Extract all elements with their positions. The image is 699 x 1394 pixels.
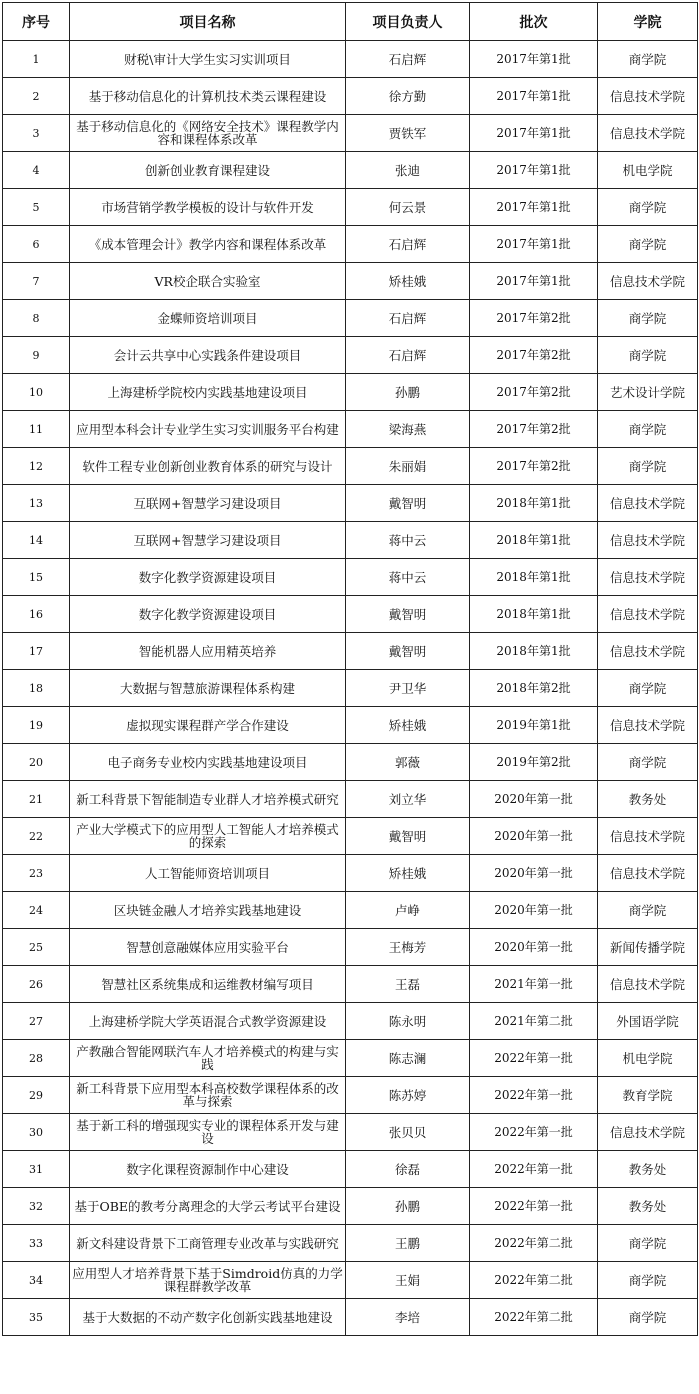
cell-college: 教务处 — [598, 1188, 698, 1225]
cell-project-name: 智慧创意融媒体应用实验平台 — [70, 929, 346, 966]
header-batch: 批次 — [470, 3, 598, 41]
cell-index: 20 — [3, 744, 70, 781]
cell-index: 21 — [3, 781, 70, 818]
cell-college: 商学院 — [598, 744, 698, 781]
cell-project-name: 会计云共享中心实践条件建设项目 — [70, 337, 346, 374]
cell-index: 27 — [3, 1003, 70, 1040]
cell-project-name: 互联网+智慧学习建设项目 — [70, 522, 346, 559]
cell-leader: 蒋中云 — [346, 522, 470, 559]
cell-leader: 石启辉 — [346, 337, 470, 374]
cell-college: 教务处 — [598, 1151, 698, 1188]
cell-project-name: 金蝶师资培训项目 — [70, 300, 346, 337]
cell-leader: 矫桂娥 — [346, 707, 470, 744]
cell-index: 25 — [3, 929, 70, 966]
cell-project-name: 智慧社区系统集成和运维教材编写项目 — [70, 966, 346, 1003]
cell-index: 15 — [3, 559, 70, 596]
cell-leader: 王鹏 — [346, 1225, 470, 1262]
cell-index: 30 — [3, 1114, 70, 1151]
table-body — [3, 41, 698, 1336]
table-row — [3, 1003, 698, 1040]
cell-project-name: 数字化教学资源建设项目 — [70, 559, 346, 596]
cell-batch: 2017年第1批 — [470, 115, 598, 152]
cell-college: 商学院 — [598, 337, 698, 374]
cell-leader: 孙鹏 — [346, 1188, 470, 1225]
cell-project-name: 产教融合智能网联汽车人才培养模式的构建与实践 — [70, 1040, 346, 1077]
cell-college: 商学院 — [598, 41, 698, 78]
cell-batch: 2022年第一批 — [470, 1188, 598, 1225]
cell-batch: 2017年第2批 — [470, 448, 598, 485]
cell-leader: 矫桂娥 — [346, 263, 470, 300]
cell-batch: 2018年第1批 — [470, 633, 598, 670]
cell-batch: 2021年第二批 — [470, 1003, 598, 1040]
cell-project-name: 新文科建设背景下工商管理专业改革与实践研究 — [70, 1225, 346, 1262]
table-row — [3, 855, 698, 892]
table-row — [3, 300, 698, 337]
table-row — [3, 633, 698, 670]
cell-batch: 2022年第一批 — [470, 1040, 598, 1077]
cell-project-name: 上海建桥学院校内实践基地建设项目 — [70, 374, 346, 411]
cell-project-name: 数字化教学资源建设项目 — [70, 596, 346, 633]
cell-index: 34 — [3, 1262, 70, 1299]
cell-college: 信息技术学院 — [598, 1114, 698, 1151]
cell-project-name: 电子商务专业校内实践基地建设项目 — [70, 744, 346, 781]
table-row — [3, 1151, 698, 1188]
cell-index: 28 — [3, 1040, 70, 1077]
cell-batch: 2018年第1批 — [470, 522, 598, 559]
cell-index: 18 — [3, 670, 70, 707]
cell-leader: 梁海燕 — [346, 411, 470, 448]
cell-college: 信息技术学院 — [598, 855, 698, 892]
cell-batch: 2022年第二批 — [470, 1262, 598, 1299]
cell-index: 17 — [3, 633, 70, 670]
cell-batch: 2022年第一批 — [470, 1114, 598, 1151]
cell-batch: 2020年第一批 — [470, 892, 598, 929]
cell-batch: 2022年第一批 — [470, 1077, 598, 1114]
cell-college: 商学院 — [598, 892, 698, 929]
cell-batch: 2022年第二批 — [470, 1225, 598, 1262]
cell-index: 23 — [3, 855, 70, 892]
cell-batch: 2017年第1批 — [470, 189, 598, 226]
table-row — [3, 707, 698, 744]
table-row — [3, 929, 698, 966]
cell-college: 信息技术学院 — [598, 559, 698, 596]
cell-leader: 王磊 — [346, 966, 470, 1003]
cell-leader: 石启辉 — [346, 41, 470, 78]
cell-college: 商学院 — [598, 670, 698, 707]
table-row — [3, 41, 698, 78]
cell-batch: 2018年第1批 — [470, 559, 598, 596]
cell-leader: 石启辉 — [346, 226, 470, 263]
cell-leader: 孙鹏 — [346, 374, 470, 411]
header-row — [3, 3, 698, 41]
cell-index: 33 — [3, 1225, 70, 1262]
table-row — [3, 226, 698, 263]
cell-index: 5 — [3, 189, 70, 226]
table-row — [3, 1225, 698, 1262]
cell-project-name: 市场营销学教学模板的设计与软件开发 — [70, 189, 346, 226]
cell-index: 19 — [3, 707, 70, 744]
cell-batch: 2017年第2批 — [470, 337, 598, 374]
cell-batch: 2020年第一批 — [470, 855, 598, 892]
cell-project-name: 虚拟现实课程群产学合作建设 — [70, 707, 346, 744]
cell-project-name: 应用型本科会计专业学生实习实训服务平台构建 — [70, 411, 346, 448]
table-row — [3, 670, 698, 707]
cell-index: 11 — [3, 411, 70, 448]
cell-batch: 2017年第2批 — [470, 300, 598, 337]
table-row — [3, 966, 698, 1003]
cell-project-name: 《成本管理会计》教学内容和课程体系改革 — [70, 226, 346, 263]
table-row — [3, 115, 698, 152]
cell-leader: 徐磊 — [346, 1151, 470, 1188]
cell-college: 艺术设计学院 — [598, 374, 698, 411]
cell-leader: 蒋中云 — [346, 559, 470, 596]
header-college: 学院 — [598, 3, 698, 41]
cell-project-name: 财税\审计大学生实习实训项目 — [70, 41, 346, 78]
header-leader: 项目负责人 — [346, 3, 470, 41]
cell-project-name: 产业大学模式下的应用型人工智能人才培养模式的探索 — [70, 818, 346, 855]
cell-project-name: VR校企联合实验室 — [70, 263, 346, 300]
cell-batch: 2022年第二批 — [470, 1299, 598, 1336]
cell-college: 商学院 — [598, 1225, 698, 1262]
cell-index: 7 — [3, 263, 70, 300]
cell-project-name: 基于OBE的教考分离理念的大学云考试平台建设 — [70, 1188, 346, 1225]
cell-leader: 王梅芳 — [346, 929, 470, 966]
cell-leader: 徐方勤 — [346, 78, 470, 115]
cell-index: 12 — [3, 448, 70, 485]
cell-index: 1 — [3, 41, 70, 78]
cell-batch: 2019年第2批 — [470, 744, 598, 781]
cell-leader: 陈志澜 — [346, 1040, 470, 1077]
table-row — [3, 374, 698, 411]
cell-college: 商学院 — [598, 300, 698, 337]
cell-leader: 石启辉 — [346, 300, 470, 337]
cell-project-name: 数字化课程资源制作中心建设 — [70, 1151, 346, 1188]
cell-index: 6 — [3, 226, 70, 263]
cell-leader: 尹卫华 — [346, 670, 470, 707]
cell-leader: 陈永明 — [346, 1003, 470, 1040]
cell-college: 信息技术学院 — [598, 115, 698, 152]
cell-batch: 2017年第1批 — [470, 263, 598, 300]
cell-leader: 刘立华 — [346, 781, 470, 818]
table-row — [3, 744, 698, 781]
table-row — [3, 78, 698, 115]
cell-project-name: 应用型人才培养背景下基于Simdroid仿真的力学课程群教学改革 — [70, 1262, 346, 1299]
table-row — [3, 522, 698, 559]
table-row — [3, 485, 698, 522]
cell-batch: 2017年第1批 — [470, 41, 598, 78]
cell-index: 3 — [3, 115, 70, 152]
cell-college: 商学院 — [598, 411, 698, 448]
cell-index: 22 — [3, 818, 70, 855]
cell-batch: 2018年第1批 — [470, 596, 598, 633]
table-row — [3, 1262, 698, 1299]
cell-college: 信息技术学院 — [598, 818, 698, 855]
cell-leader: 陈苏婷 — [346, 1077, 470, 1114]
cell-college: 教育学院 — [598, 1077, 698, 1114]
cell-index: 2 — [3, 78, 70, 115]
table-row — [3, 1114, 698, 1151]
cell-batch: 2020年第一批 — [470, 781, 598, 818]
cell-batch: 2022年第一批 — [470, 1151, 598, 1188]
cell-batch: 2018年第2批 — [470, 670, 598, 707]
cell-index: 9 — [3, 337, 70, 374]
cell-leader: 李培 — [346, 1299, 470, 1336]
cell-project-name: 基于移动信息化的《网络安全技术》课程教学内容和课程体系改革 — [70, 115, 346, 152]
cell-college: 商学院 — [598, 1299, 698, 1336]
table-row — [3, 411, 698, 448]
cell-index: 29 — [3, 1077, 70, 1114]
cell-batch: 2017年第1批 — [470, 78, 598, 115]
table-row — [3, 152, 698, 189]
cell-project-name: 大数据与智慧旅游课程体系构建 — [70, 670, 346, 707]
table-row — [3, 1188, 698, 1225]
table-row — [3, 559, 698, 596]
cell-leader: 戴智明 — [346, 818, 470, 855]
cell-index: 31 — [3, 1151, 70, 1188]
project-table — [2, 2, 698, 1336]
cell-leader: 戴智明 — [346, 485, 470, 522]
cell-college: 信息技术学院 — [598, 78, 698, 115]
table-row — [3, 781, 698, 818]
cell-leader: 贾铁军 — [346, 115, 470, 152]
table-row — [3, 1077, 698, 1114]
cell-college: 商学院 — [598, 448, 698, 485]
cell-college: 信息技术学院 — [598, 263, 698, 300]
header-index: 序号 — [3, 3, 70, 41]
cell-leader: 何云景 — [346, 189, 470, 226]
cell-leader: 朱丽娟 — [346, 448, 470, 485]
cell-college: 机电学院 — [598, 152, 698, 189]
table-row — [3, 263, 698, 300]
cell-index: 4 — [3, 152, 70, 189]
cell-batch: 2021年第一批 — [470, 966, 598, 1003]
table-row — [3, 1299, 698, 1336]
cell-college: 信息技术学院 — [598, 596, 698, 633]
cell-batch: 2017年第1批 — [470, 152, 598, 189]
cell-index: 32 — [3, 1188, 70, 1225]
cell-project-name: 创新创业教育课程建设 — [70, 152, 346, 189]
cell-index: 35 — [3, 1299, 70, 1336]
table-row — [3, 189, 698, 226]
table-row — [3, 892, 698, 929]
cell-project-name: 基于移动信息化的计算机技术类云课程建设 — [70, 78, 346, 115]
table-row — [3, 1040, 698, 1077]
cell-leader: 戴智明 — [346, 633, 470, 670]
cell-college: 商学院 — [598, 226, 698, 263]
cell-leader: 张迪 — [346, 152, 470, 189]
cell-leader: 矫桂娥 — [346, 855, 470, 892]
cell-college: 信息技术学院 — [598, 522, 698, 559]
header-project-name: 项目名称 — [70, 3, 346, 41]
cell-index: 14 — [3, 522, 70, 559]
cell-college: 信息技术学院 — [598, 707, 698, 744]
cell-college: 信息技术学院 — [598, 966, 698, 1003]
cell-batch: 2017年第2批 — [470, 374, 598, 411]
cell-index: 26 — [3, 966, 70, 1003]
cell-project-name: 互联网+智慧学习建设项目 — [70, 485, 346, 522]
cell-college: 外国语学院 — [598, 1003, 698, 1040]
cell-batch: 2018年第1批 — [470, 485, 598, 522]
cell-project-name: 基于大数据的不动产数字化创新实践基地建设 — [70, 1299, 346, 1336]
cell-college: 机电学院 — [598, 1040, 698, 1077]
table-row — [3, 596, 698, 633]
cell-project-name: 区块链金融人才培养实践基地建设 — [70, 892, 346, 929]
cell-leader: 张贝贝 — [346, 1114, 470, 1151]
cell-leader: 戴智明 — [346, 596, 470, 633]
cell-batch: 2017年第1批 — [470, 226, 598, 263]
cell-project-name: 新工科背景下智能制造专业群人才培养模式研究 — [70, 781, 346, 818]
table-row — [3, 337, 698, 374]
cell-project-name: 人工智能师资培训项目 — [70, 855, 346, 892]
cell-college: 信息技术学院 — [598, 485, 698, 522]
table-row — [3, 448, 698, 485]
table-row — [3, 818, 698, 855]
cell-project-name: 上海建桥学院大学英语混合式教学资源建设 — [70, 1003, 346, 1040]
cell-index: 24 — [3, 892, 70, 929]
cell-batch: 2019年第1批 — [470, 707, 598, 744]
cell-project-name: 基于新工科的增强现实专业的课程体系开发与建设 — [70, 1114, 346, 1151]
cell-leader: 郭薇 — [346, 744, 470, 781]
cell-college: 新闻传播学院 — [598, 929, 698, 966]
cell-index: 8 — [3, 300, 70, 337]
cell-college: 教务处 — [598, 781, 698, 818]
cell-college: 信息技术学院 — [598, 633, 698, 670]
cell-index: 10 — [3, 374, 70, 411]
cell-index: 16 — [3, 596, 70, 633]
cell-leader: 王娟 — [346, 1262, 470, 1299]
cell-project-name: 智能机器人应用精英培养 — [70, 633, 346, 670]
cell-college: 商学院 — [598, 1262, 698, 1299]
cell-batch: 2020年第一批 — [470, 818, 598, 855]
cell-batch: 2017年第2批 — [470, 411, 598, 448]
cell-project-name: 软件工程专业创新创业教育体系的研究与设计 — [70, 448, 346, 485]
cell-index: 13 — [3, 485, 70, 522]
cell-college: 商学院 — [598, 189, 698, 226]
cell-project-name: 新工科背景下应用型本科高校数学课程体系的改革与探索 — [70, 1077, 346, 1114]
cell-leader: 卢峥 — [346, 892, 470, 929]
cell-batch: 2020年第一批 — [470, 929, 598, 966]
